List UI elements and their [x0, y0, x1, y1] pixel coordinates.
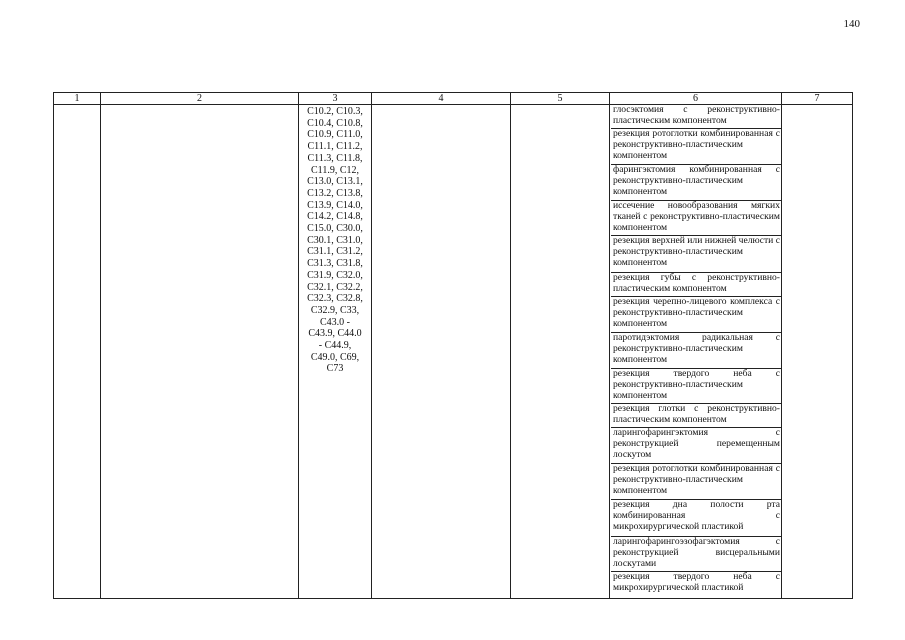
column-number-3: 3 — [332, 93, 338, 104]
column-divider — [510, 93, 511, 598]
diagnosis-code-line: C10.9, C11.0, — [307, 129, 363, 141]
diagnosis-code-line: C13.0, C13.1, — [307, 176, 363, 188]
procedure-item: паротидэктомия радикальная с реконструктивно-пластическим компонентом — [611, 333, 781, 369]
column-number-row — [54, 93, 852, 105]
diagnosis-code-line: C43.9, C44.0 — [308, 328, 362, 340]
column-number-7: 7 — [814, 93, 820, 104]
diagnosis-code-line: C32.9, C33, — [310, 304, 360, 316]
procedure-item: резекция ротоглотки комбинированная с реконструктивно-пластическим компонентом — [611, 129, 781, 165]
diagnosis-code-line: C11.9, C12, — [311, 164, 359, 176]
diagnosis-code-line: C31.3, C31.8, — [307, 258, 363, 270]
diagnosis-code-line: C73 — [326, 363, 344, 375]
diagnosis-codes-cell — [300, 106, 370, 375]
column-number-1: 1 — [74, 93, 80, 104]
procedure-item: резекция ротоглотки комбинированная с реконструктивно-пластическим компонентом — [611, 464, 781, 500]
column-number-4: 4 — [438, 93, 444, 104]
page-number: 140 — [843, 18, 860, 30]
diagnosis-code-line: C31.9, C32.0, — [307, 269, 363, 281]
column-divider — [781, 93, 782, 598]
procedures-table — [53, 92, 853, 599]
diagnosis-code-line: C49.0, C69, — [310, 351, 360, 363]
procedure-item: резекция губы с реконструктивно-пластическим компонентом — [611, 273, 781, 297]
column-divider — [298, 93, 299, 598]
diagnosis-code-line: C43.0 - — [320, 316, 350, 328]
procedure-item: резекция верхней или нижней челюсти с реконструктивно-пластическим компонентом — [611, 236, 781, 273]
diagnosis-code-line: C13.9, C14.0, — [307, 199, 363, 211]
procedure-item: иссечение новообразования мягких тканей с реконструктивно-пластическим компонентом — [611, 201, 781, 236]
column-divider — [371, 93, 372, 598]
procedure-item: резекция глотки с реконструктивно-пластическим компонентом — [611, 404, 781, 428]
diagnosis-code-line: C32.1, C32.2, — [307, 281, 363, 293]
diagnosis-code-line: C10.4, C10.8, — [307, 117, 363, 129]
column-number-5: 5 — [557, 93, 563, 104]
column-divider — [100, 93, 101, 598]
procedure-item: резекция твердого неба с реконструктивно-пластическим компонентом — [611, 369, 781, 404]
diagnosis-code-line: C13.2, C13.8, — [307, 187, 363, 199]
diagnosis-code-line: C10.2, C10.3, — [307, 106, 363, 117]
procedure-item: резекция черепно-лицевого комплекса с реконструктивно-пластическим компонентом — [611, 297, 781, 333]
procedure-item: ларингофарингэктомия с реконструкцией перемещенным лоскутом — [611, 428, 781, 464]
diagnosis-code-line: - C44.9, — [318, 340, 352, 352]
procedure-item: фарингэктомия комбинированная с реконструктивно-пластическим компонентом — [611, 165, 781, 201]
diagnosis-code-line: C32.3, C32.8, — [307, 293, 363, 305]
column-number-6: 6 — [693, 93, 698, 104]
column-number-2: 2 — [197, 93, 202, 104]
procedure-item: резекция твердого неба с микрохирургической пластикой — [613, 572, 780, 593]
diagnosis-code-line: C30.1, C31.0, — [307, 234, 363, 246]
column-divider — [609, 93, 610, 598]
diagnosis-code-line: C14.2, C14.8, — [307, 211, 363, 223]
diagnosis-code-line: C15.0, C30.0, — [307, 223, 363, 235]
diagnosis-code-line: C11.3, C11.8, — [307, 152, 363, 164]
procedure-item: глосэктомия с реконструктивно-пластическим компонентом — [611, 105, 781, 129]
diagnosis-code-line: C31.1, C31.2, — [307, 246, 363, 258]
procedure-item: ларингофарингоэзофагэктомия с реконструкцией висцеральными лоскутами — [611, 537, 781, 572]
diagnosis-code-line: C11.1, C11.2, — [307, 141, 363, 153]
procedure-list — [611, 105, 781, 596]
procedure-item: резекция дна полости рта комбинированная с микрохирургической пластикой — [611, 500, 781, 537]
